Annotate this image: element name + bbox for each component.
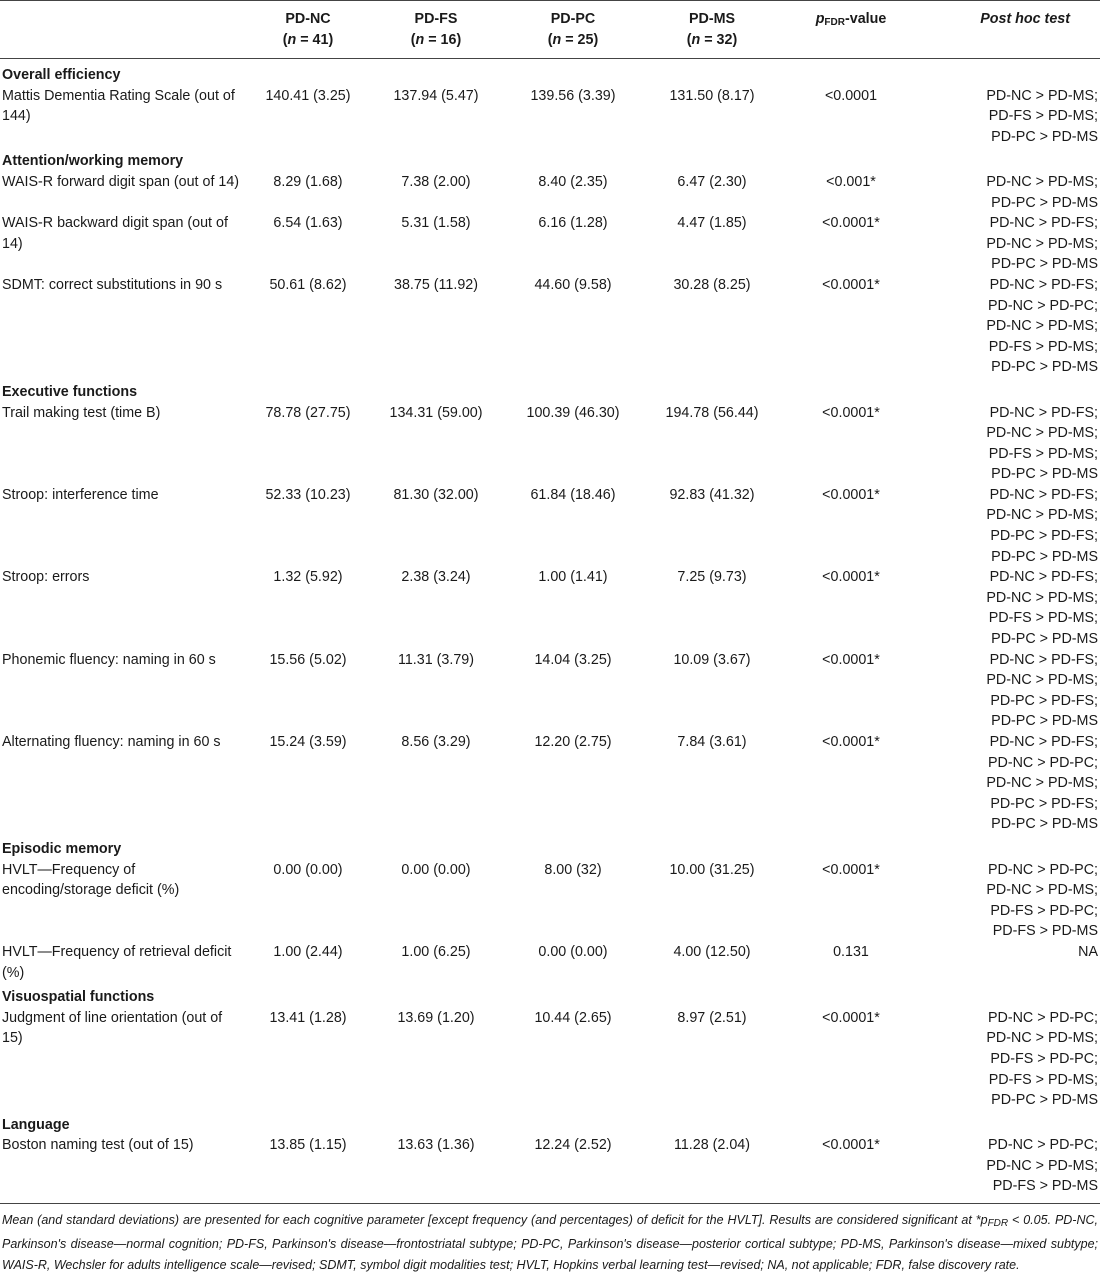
value-cell: 6.47 (2.30)	[677, 173, 747, 190]
table-row	[0, 650, 1100, 732]
posthoc-comparison: PD-NC > PD-MS;	[986, 672, 1098, 689]
posthoc-cell	[924, 942, 1100, 983]
value-cell: 1.00 (6.25)	[401, 943, 471, 960]
p-value-cell: <0.0001	[824, 87, 878, 104]
p-value-cell: <0.0001*	[822, 651, 880, 668]
posthoc-comparison: PD-PC > PD-MS	[991, 128, 1098, 145]
posthoc-comparison: PD-PC > PD-FS;	[990, 795, 1098, 812]
posthoc-comparison: PD-PC > PD-MS	[991, 466, 1098, 483]
header-group-pd-pc	[500, 1, 646, 59]
posthoc-comparison: PD-PC > PD-MS	[991, 1092, 1098, 1109]
posthoc-cell	[924, 1135, 1100, 1203]
p-value-cell: <0.0001*	[822, 276, 880, 293]
value-cell: 1.00 (1.41)	[538, 569, 608, 586]
parameter-cell: Mattis Dementia Rating Scale (out of 144)	[2, 87, 235, 125]
value-cell: 30.28 (8.25)	[673, 276, 751, 293]
value-cell: 61.84 (18.46)	[530, 486, 616, 503]
group-n: (n = 41)	[282, 31, 334, 48]
posthoc-comparison: PD-PC > PD-MS	[991, 816, 1098, 833]
parameter-cell: Judgment of line orientation (out of 15)	[2, 1009, 223, 1047]
value-cell: 7.84 (3.61)	[677, 734, 747, 750]
posthoc-cell	[924, 275, 1100, 378]
parameter-cell: Stroop: errors	[2, 569, 90, 586]
table-footnote: Mean (and standard deviations) are presented for each cognitive parameter [except frequency (and percentages) of deficit for the HVLT]. Results are considered significant at $*p_{FDR} < 0.05$. PD-NC, Parkinson's disease—normal cognition; PD-FS, Parkinson's disease—frontostriatal subtype; PD-PC, Parkinson's disease—posterior cortical subtype; PD-MS, Parkinson's disease—mixed subtype; WAIS-R, Wechsler for adults intelligence scale—revised; SDMT, symbol digit modalities test; HVLT, Hopkins verbal learning test—revised; NA, not applicable; FDR, false discovery rate.	[2, 1213, 1098, 1272]
posthoc-comparison: PD-NC > PD-FS;	[989, 734, 1098, 750]
posthoc-cell	[924, 650, 1100, 732]
posthoc-cell	[924, 485, 1100, 567]
value-cell: 11.31 (3.79)	[397, 651, 475, 668]
posthoc-comparison: PD-NC > PD-MS;	[986, 589, 1098, 606]
posthoc-comparison: PD-NC > PD-MS;	[986, 507, 1098, 524]
table-row	[0, 942, 1100, 983]
posthoc-comparison: PD-PC > PD-FS;	[990, 528, 1098, 545]
posthoc-cell	[924, 860, 1100, 942]
value-cell: 1.32 (5.92)	[273, 569, 343, 586]
value-cell: 12.20 (2.75)	[534, 734, 612, 750]
value-cell: 10.09 (3.67)	[673, 651, 751, 668]
value-cell: 15.56 (5.02)	[269, 651, 347, 668]
header-group-pd-nc	[244, 1, 372, 59]
parameter-cell: Alternating fluency: naming in 60 s	[2, 734, 221, 750]
section-title: Attention/working memory	[2, 153, 184, 170]
p-value-cell: <0.0001*	[822, 861, 880, 878]
group-n: (n = 16)	[410, 31, 462, 48]
section-heading-row	[0, 147, 1100, 172]
posthoc-comparison: PD-PC > PD-MS	[991, 194, 1098, 211]
table-row	[0, 172, 1100, 213]
value-cell: 14.04 (3.25)	[534, 651, 612, 668]
posthoc-comparison: PD-NC > PD-FS;	[989, 569, 1098, 586]
value-cell: 8.97 (2.51)	[677, 1009, 747, 1026]
value-cell: 137.94 (5.47)	[393, 87, 479, 104]
parameter-cell: Stroop: interference time	[2, 486, 159, 503]
value-cell: 8.29 (1.68)	[273, 173, 343, 190]
value-cell: 2.38 (3.24)	[401, 569, 471, 586]
p-value-cell: <0.0001*	[822, 569, 880, 586]
posthoc-comparison: PD-NC > PD-PC;	[987, 1137, 1098, 1154]
value-cell: 0.00 (0.00)	[538, 943, 608, 960]
table-row	[0, 1008, 1100, 1111]
header-posthoc: Post hoc test	[924, 1, 1100, 59]
posthoc-comparison: PD-PC > PD-MS	[991, 256, 1098, 273]
value-cell: 13.63 (1.36)	[372, 1135, 500, 1203]
value-cell: 139.56 (3.39)	[530, 87, 616, 104]
parameter-cell: Boston naming test (out of 15)	[0, 1135, 244, 1203]
posthoc-comparison: PD-NC > PD-MS;	[986, 425, 1098, 442]
posthoc-cell	[924, 1008, 1100, 1111]
posthoc-comparison: NA	[1078, 943, 1098, 960]
posthoc-comparison: PD-FS > PD-MS;	[988, 108, 1098, 125]
value-cell: 81.30 (32.00)	[393, 486, 479, 503]
table-header	[0, 1, 1100, 59]
parameter-cell: HVLT—Frequency of encoding/storage deficit (%)	[2, 861, 180, 899]
section-heading-row	[0, 1111, 1100, 1136]
value-cell: 78.78 (27.75)	[265, 404, 351, 421]
value-cell: 7.38 (2.00)	[401, 173, 471, 190]
value-cell: 0.00 (0.00)	[273, 861, 343, 878]
value-cell: 100.39 (46.30)	[526, 404, 620, 421]
header-p-value: $p_{FDR}$-value	[778, 1, 924, 59]
posthoc-comparison: PD-NC > PD-MS;	[986, 1157, 1098, 1174]
section-heading-row	[0, 59, 1100, 86]
posthoc-comparison: PD-NC > PD-FS;	[989, 276, 1098, 293]
posthoc-comparison: PD-PC > PD-MS	[991, 359, 1098, 376]
section-heading-row	[0, 835, 1100, 860]
posthoc-comparison: PD-NC > PD-PC;	[987, 1009, 1098, 1026]
value-cell: 5.31 (1.58)	[401, 215, 471, 232]
posthoc-comparison: PD-NC > PD-MS;	[986, 318, 1098, 335]
posthoc-comparison: PD-FS > PD-MS;	[988, 445, 1098, 462]
posthoc-comparison: PD-NC > PD-MS;	[986, 235, 1098, 252]
posthoc-comparison: PD-FS > PD-PC;	[990, 902, 1098, 919]
table-row	[0, 1135, 1100, 1203]
section-heading-row	[0, 983, 1100, 1008]
posthoc-cell	[924, 732, 1100, 835]
value-cell: 6.54 (1.63)	[273, 215, 343, 232]
value-cell: 8.00 (32)	[544, 861, 602, 878]
header-row	[0, 1, 1100, 59]
value-cell: 134.31 (59.00)	[389, 404, 483, 421]
header-param	[0, 1, 244, 59]
table-row	[0, 485, 1100, 567]
value-cell: 10.00 (31.25)	[669, 861, 755, 878]
value-cell: 4.00 (12.50)	[673, 943, 751, 960]
posthoc-comparison: PD-PC > PD-MS	[991, 631, 1098, 648]
posthoc-comparison: PD-PC > PD-MS	[991, 548, 1098, 565]
posthoc-comparison: PD-FS > PD-MS	[992, 923, 1098, 940]
header-group-pd-ms	[646, 1, 778, 59]
posthoc-comparison: PD-NC > PD-PC;	[987, 297, 1098, 314]
table-row	[0, 732, 1100, 835]
value-cell: 10.44 (2.65)	[534, 1009, 612, 1026]
table-row	[0, 860, 1100, 942]
posthoc-comparison: PD-NC > PD-PC;	[987, 754, 1098, 771]
value-cell: 50.61 (8.62)	[269, 276, 347, 293]
parameter-cell: WAIS-R backward digit span (out of 14)	[2, 215, 228, 252]
posthoc-comparison: PD-NC > PD-FS;	[989, 215, 1098, 232]
posthoc-cell	[924, 403, 1100, 485]
value-cell: 52.33 (10.23)	[265, 486, 351, 503]
value-cell: 38.75 (11.92)	[394, 276, 478, 293]
posthoc-comparison: PD-NC > PD-PC;	[987, 861, 1098, 878]
posthoc-cell	[924, 213, 1100, 275]
parameter-cell: Trail making test (time B)	[2, 404, 161, 421]
table-row	[0, 567, 1100, 649]
group-n: (n = 32)	[686, 31, 738, 48]
table-row	[0, 86, 1100, 148]
value-cell: 131.50 (8.17)	[669, 87, 755, 104]
value-cell: 1.00 (2.44)	[273, 943, 343, 960]
section-title: Language	[2, 1116, 70, 1133]
p-value-cell: <0.0001*	[822, 404, 880, 421]
p-value-cell: <0.001*	[826, 173, 876, 190]
posthoc-comparison: PD-NC > PD-FS;	[989, 486, 1098, 503]
group-name: PD-NC	[285, 11, 331, 27]
value-cell: 15.24 (3.59)	[269, 734, 347, 750]
value-cell: 13.69 (1.20)	[397, 1009, 475, 1026]
table-row	[0, 213, 1100, 275]
value-cell: 6.16 (1.28)	[538, 215, 608, 232]
posthoc-cell	[924, 567, 1100, 649]
group-name: PD-PC	[550, 11, 596, 27]
value-cell: 194.78 (56.44)	[665, 404, 759, 421]
section-heading-row	[0, 378, 1100, 403]
parameter-cell: WAIS-R forward digit span (out of 14)	[2, 173, 240, 190]
posthoc-comparison: PD-NC > PD-MS;	[986, 173, 1098, 190]
p-value-cell: <0.0001*	[778, 1135, 924, 1203]
p-value-cell: <0.0001*	[822, 1009, 880, 1026]
posthoc-comparison: PD-FS > PD-MS	[992, 1178, 1098, 1195]
value-cell: 0.00 (0.00)	[401, 861, 471, 878]
section-title: Overall efficiency	[2, 67, 121, 83]
p-value-cell: 0.131	[833, 943, 869, 960]
p-value-cell: <0.0001*	[822, 215, 880, 232]
posthoc-comparison: PD-NC > PD-FS;	[989, 404, 1098, 421]
posthoc-cell	[924, 172, 1100, 213]
value-cell: 11.28 (2.04)	[646, 1135, 778, 1203]
posthoc-comparison: PD-FS > PD-MS;	[988, 1071, 1098, 1088]
posthoc-comparison: PD-FS > PD-MS;	[988, 338, 1098, 355]
posthoc-comparison: PD-NC > PD-MS;	[986, 775, 1098, 792]
section-title: Executive functions	[2, 383, 138, 400]
table-row	[0, 275, 1100, 378]
value-cell: 12.24 (2.52)	[500, 1135, 646, 1203]
posthoc-comparison: PD-NC > PD-MS;	[986, 87, 1098, 104]
p-value-cell: <0.0001*	[822, 486, 880, 503]
posthoc-cell	[924, 86, 1100, 148]
group-name: PD-MS	[688, 11, 736, 27]
p-value-cell: <0.0001*	[822, 734, 880, 750]
value-cell: 7.25 (9.73)	[677, 569, 747, 586]
section-title: Visuospatial functions	[2, 989, 155, 1006]
section-title: Episodic memory	[2, 840, 122, 857]
posthoc-comparison: PD-NC > PD-MS;	[986, 882, 1098, 899]
posthoc-comparison: PD-FS > PD-MS;	[988, 610, 1098, 627]
parameter-cell: SDMT: correct substitutions in 90 s	[2, 276, 223, 293]
table-body	[0, 59, 1100, 1204]
posthoc-comparison: PD-NC > PD-FS;	[989, 651, 1098, 668]
table-row	[0, 403, 1100, 485]
value-cell: 140.41 (3.25)	[265, 87, 351, 104]
group-n: (n = 25)	[547, 31, 599, 48]
value-cell: 13.85 (1.15)	[244, 1135, 372, 1203]
posthoc-comparison: PD-NC > PD-MS;	[986, 1030, 1098, 1047]
value-cell: 4.47 (1.85)	[677, 215, 747, 232]
parameter-cell: HVLT—Frequency of retrieval deficit (%)	[2, 943, 232, 981]
posthoc-comparison: PD-PC > PD-FS;	[990, 692, 1098, 709]
posthoc-comparison: PD-PC > PD-MS	[991, 713, 1098, 730]
header-group-pd-fs	[372, 1, 500, 59]
value-cell: 44.60 (9.58)	[534, 276, 612, 293]
posthoc-comparison: PD-FS > PD-PC;	[990, 1050, 1098, 1067]
parameter-cell: Phonemic fluency: naming in 60 s	[2, 651, 216, 668]
value-cell: 8.40 (2.35)	[538, 173, 608, 190]
group-name: PD-FS	[414, 11, 458, 27]
value-cell: 92.83 (41.32)	[669, 486, 755, 503]
value-cell: 13.41 (1.28)	[269, 1009, 347, 1026]
value-cell: 8.56 (3.29)	[401, 734, 471, 750]
